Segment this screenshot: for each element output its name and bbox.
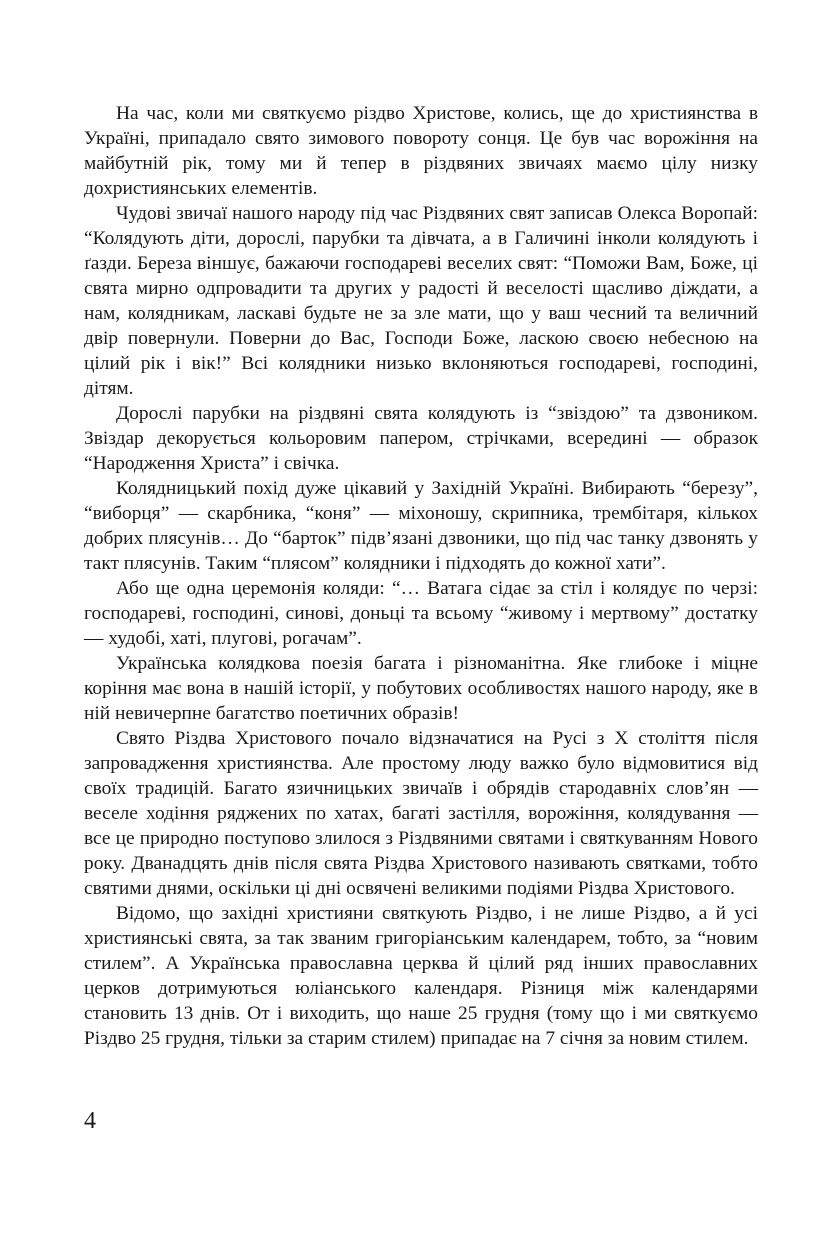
paragraph: Відомо, що західні християни святкують Різдво, і не лише Різдво, а й усі християнські свята, за так званим григоріанським календарем, тобто, за “новим стилем”. А Українська православна церква й цілий ряд інших православних церков дотримуються юліанського календаря. Різниця між календарями становить 13 днів. От і виходить, що наше 25 грудня (тому що і ми святкуємо Різдво 25 грудня, тільки за старим стилем) припадає на 7 січня за новим стилем. — [84, 903, 758, 1049]
paragraph: Чудові звичаї нашого народу під час Різдвяних свят записав Олекса Воропай: “Колядують діти, дорослі, парубки та дівчата, а в Галичині інколи колядують і ґазди. Береза віншує, бажаючи господареві веселих свят: “Поможи Вам, Боже, ці свята мирно одпровадити та других у радості й веселості щасливо діждати, а нам, колядникам, ласкаві будьте не за зле мати, що у ваш чесний та величний двір повернули. Поверни до Вас, Господи Боже, ласкою своєю небесною на цілий рік і вік!” Всі колядники низько вклоняються господареві, господині, дітям. — [84, 203, 758, 399]
body-text — [84, 101, 758, 1051]
paragraph: Українська колядкова поезія багата і різноманітна. Яке глибоке і міцне коріння має вона в нашій історії, у побутових особливостях нашого народу, яке в ній невичерпне багатство поетичних образів! — [84, 653, 758, 724]
paragraph: Свято Різдва Христового почало відзначатися на Русі з Х століття після запровадження християнства. Але простому люду важко було відмовитися від своїх традицій. Багато язичницьких звичаїв і обрядів стародавніх слов’ян — веселе ходіння ряджених по хатах, багаті застілля, ворожіння, колядування — все це природно поступово злилося з Різдвяними святами і святкуванням Нового року. Дванадцять днів після свята Різдва Христового називають святками, тобто святими днями, оскільки ці дні освячені великими подіями Різдва Христового. — [84, 728, 758, 899]
paragraph: На час, коли ми святкуємо різдво Христове, колись, ще до християнства в Україні, припадало свято зимового повороту сонця. Це був час ворожіння на майбутній рік, тому ми й тепер в різдвяних звичаях маємо цілу низку дохристиянських елементів. — [84, 103, 758, 199]
paragraph: Або ще одна церемонія коляди: “… Ватага сідає за стіл і колядує по черзі: господареві, господині, синові, доньці та всьому “живому і мертвому” достатку — худобі, хаті, плугові, рогачам”. — [84, 578, 758, 649]
paragraph: Дорослі парубки на різдвяні свята колядують із “звіздою” та дзвоником. Звіздар декорується кольоровим папером, стрічками, всередині — образок “Народження Христа” і свічка. — [84, 403, 758, 474]
paragraph: Колядницький похід дуже цікавий у Західній Україні. Вибирають “березу”, “виборця” — скарбника, “коня” — міхоношу, скрипника, трембітаря, кількох добрих плясунів… До “барток” підв’язані дзвоники, що під час танку дзвонять у такт плясунів. Таким “плясом” колядники і підходять до кожної хати”. — [84, 478, 758, 574]
page-number: 4 — [84, 1108, 96, 1134]
